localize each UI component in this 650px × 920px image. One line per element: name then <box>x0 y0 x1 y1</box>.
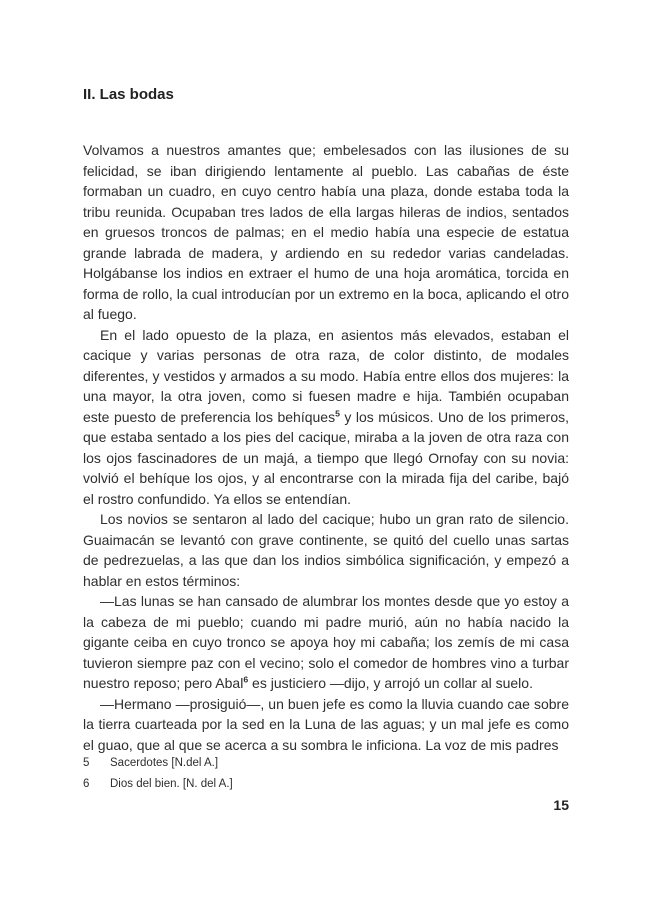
paragraph: —Las lunas se han cansado de alumbrar los montes desde que yo estoy a la cabeza de mi pueblo; cuando mi padre murió, aún no había nacido la gigante ceiba en cuyo tronco se apoya hoy mi cabaña; los zemís de mi casa tuvieron siempre paz con el vecino; solo el comedor de hombres vino a turbar nuestro reposo; pero Abal$^6$ es justiciero —dijo, y arrojó un collar al suelo. <box>83 593 569 691</box>
footnotes <box>83 757 569 799</box>
paragraph: En el lado opuesto de la plaza, en asientos más elevados, estaban el cacique y varias personas de otra raza, de color distinto, de modales diferentes, y vestidos y armados a su modo. Había entre ellos dos mujeres: la una mayor, la otra joven, como si fuesen madre e hija. También ocupaban este puesto de preferencia los behíques$^5$ y los músicos. Uno de los primeros, que estaba sentado a los pies del cacique, miraba a la joven de otra raza con los ojos fascinadores de un majá, a tiempo que llegó Ornofay con su novia: volvió el behíque los ojos, y al encontrarse con la mirada fija del caribe, bajó el rostro confundido. Ya ellos se entendían. <box>83 326 570 507</box>
footnote-marker: 6 <box>243 674 249 685</box>
paragraph: Los novios se sentaron al lado del cacique; hubo un gran rato de silencio. Guaimacán se levantó con grave continente, se quitó del cuello unas sartas de pedrezuelas, a las que dan los indios simbólica significación, y empezó a hablar en estos términos: <box>83 511 569 589</box>
footnote-text: Dios del bien. [N. del A.] <box>110 778 233 790</box>
page-number: 15 <box>553 797 569 813</box>
text-block <box>83 86 569 755</box>
footnote-number: 6 <box>83 778 90 790</box>
footnote <box>83 757 569 770</box>
paragraph: Volvamos a nuestros amantes que; embelesados con las ilusiones de su felicidad, se iban dirigiendo lentamente al pueblo. Las cabañas de éste formaban un cuadro, en cuyo centro había una plaza, donde estaba toda la tribu reunida. Ocupaban tres lados de ella largas hileras de indios, sentados en gruesos troncos de palmas; en el medio había una especie de estatua grande labrada de madera, y ardiendo en su rededor varias candeladas. Holgábanse los indios en extraer el humo de una hoja aromática, torcida en forma de rollo, la cual introducían por un extremo en la boca, aplicando el otro al fuego. <box>83 142 569 322</box>
paragraphs <box>83 140 569 755</box>
footnote-text: Sacerdotes [N.del A.] <box>110 757 219 769</box>
footnote <box>83 778 569 791</box>
paragraph: —Hermano —prosiguió—, un buen jefe es como la lluvia cuando cae sobre la tierra cuarteada por la sed en la Luna de las aguas; y un mal jefe es como el guao, que al que se acerca a su sombra le inficiona. La voz de mis padres <box>83 695 569 753</box>
footnote-number: 5 <box>83 757 90 769</box>
chapter-title: II. Las bodas <box>83 86 174 103</box>
footnote-marker: 5 <box>335 407 340 418</box>
